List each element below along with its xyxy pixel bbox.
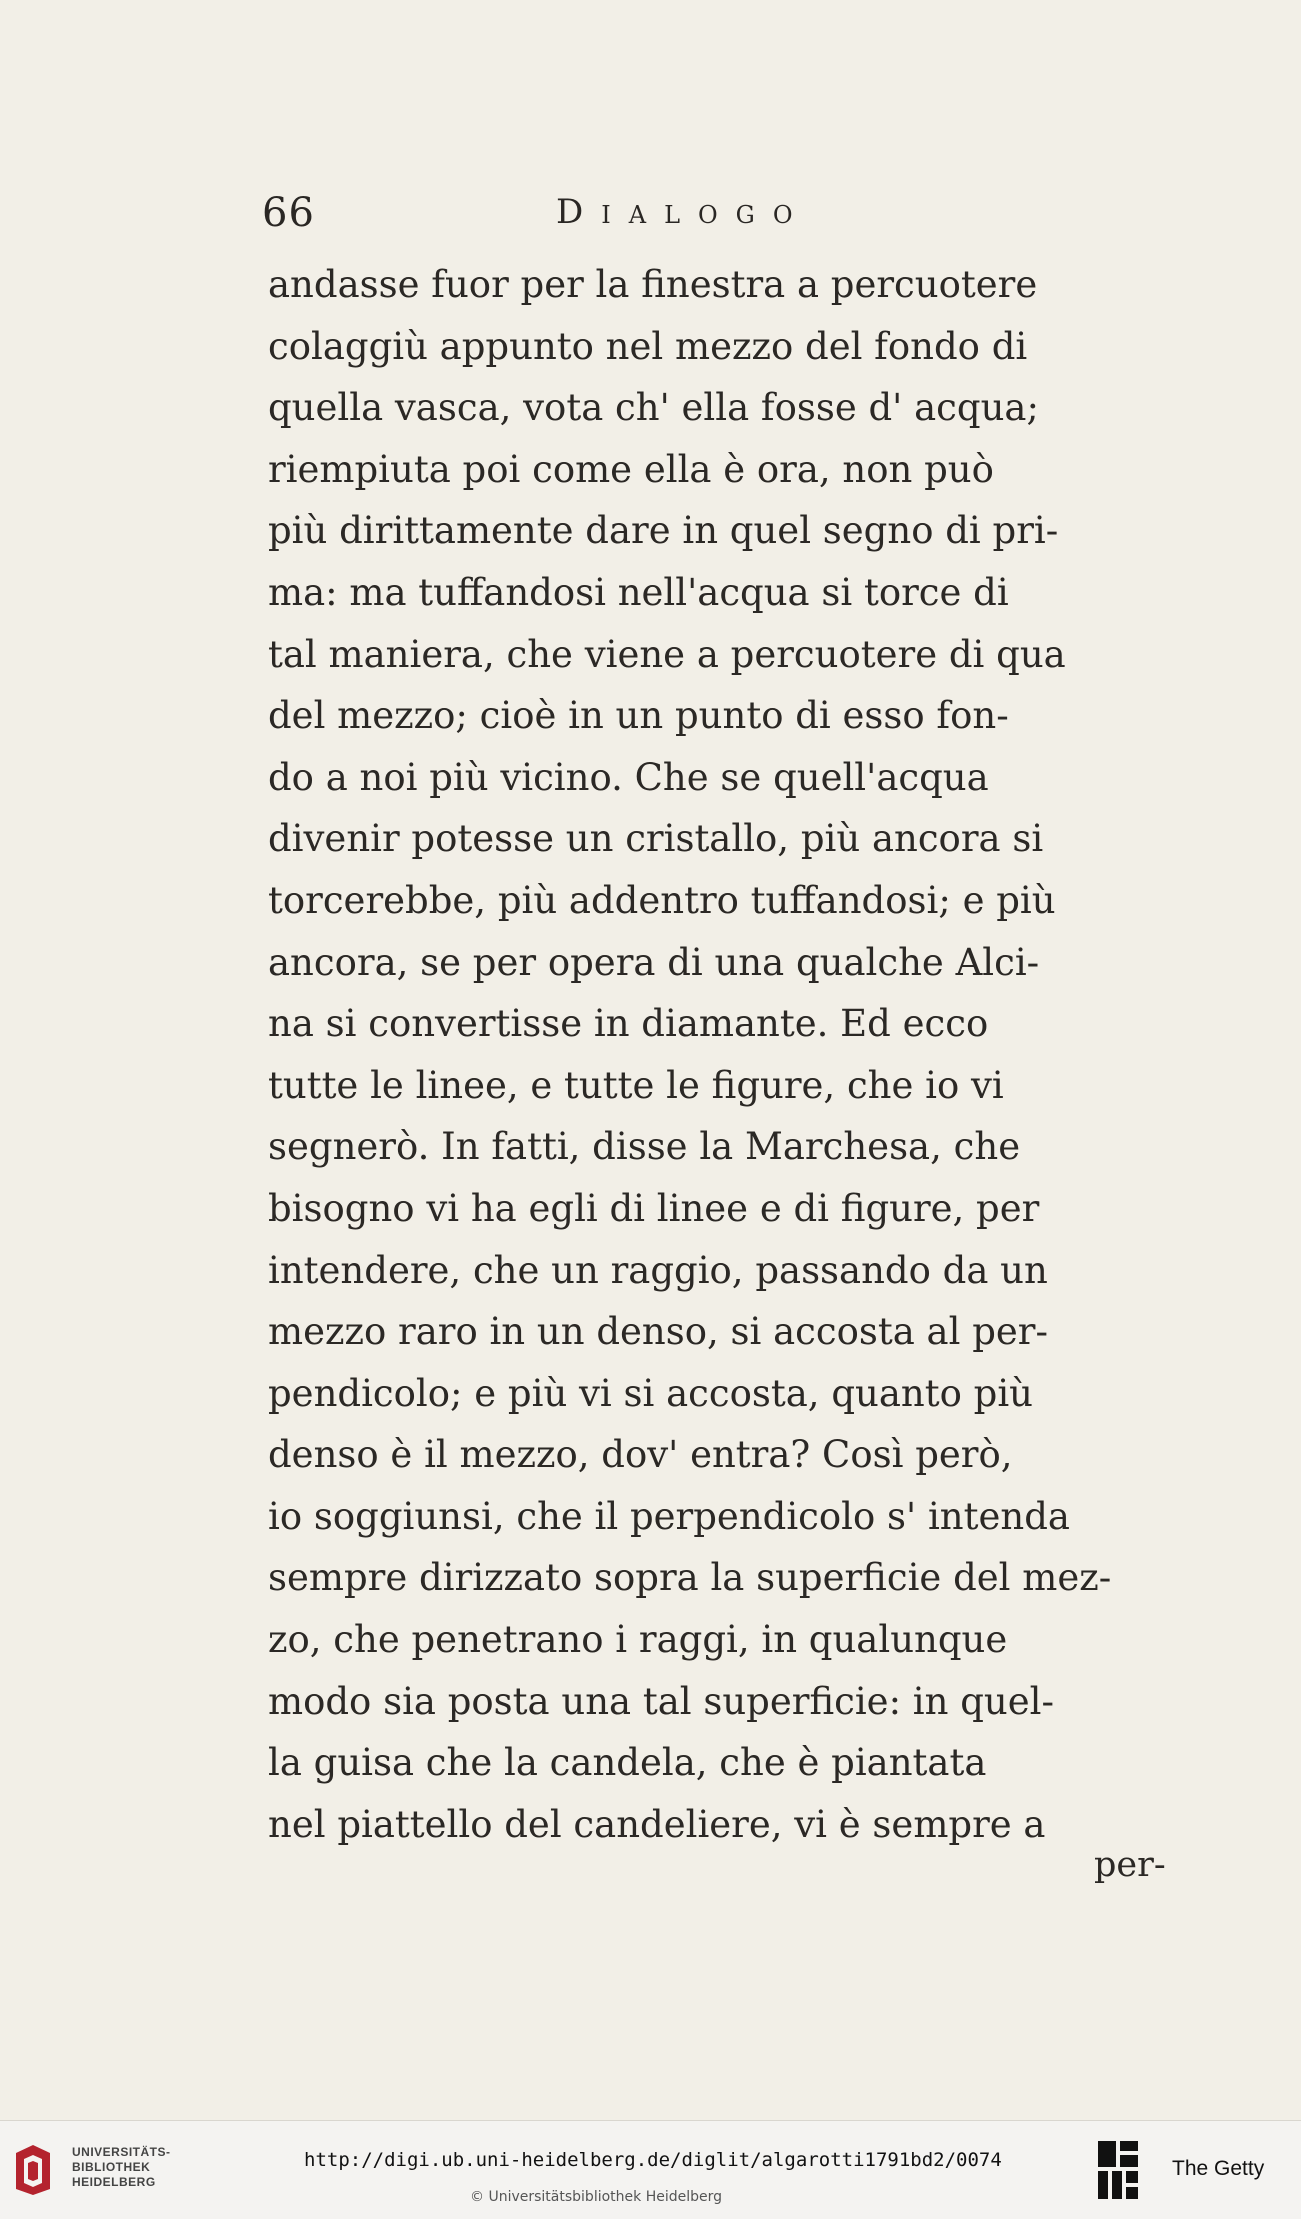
- getty-logo-icon[interactable]: [1096, 2139, 1142, 2201]
- page-header: [262, 190, 882, 250]
- text-line: tutte le linee, e tutte le figure, che io vi: [268, 1063, 1004, 1107]
- body-text: [268, 254, 1198, 1855]
- text-line: zo, che penetrano i raggi, in qualunque: [268, 1618, 1008, 1662]
- library-name-line: UNIVERSITÄTS-: [72, 2145, 171, 2159]
- text-line: denso è il mezzo, dov' entra? Così però,: [268, 1433, 1013, 1477]
- text-line: torcerebbe, più addentro tuffandosi; e più: [268, 878, 1056, 922]
- text-line: do a noi più vicino. Che se quell'acqua: [268, 755, 989, 799]
- library-name-line: BIBLIOTHEK: [72, 2160, 151, 2174]
- text-line: più dirittamente dare in quel segno di pri-: [268, 509, 1059, 553]
- text-line: segnerò. In fatti, disse la Marchesa, che: [268, 1125, 1021, 1169]
- text-line: la guisa che la candela, che è piantata: [268, 1741, 987, 1785]
- text-line: tal maniera, che viene a percuotere di qua: [268, 632, 1066, 676]
- text-line: na si convertisse in diamante. Ed ecco: [268, 1002, 989, 1046]
- text-line: divenir potesse un cristallo, più ancora si: [268, 817, 1044, 861]
- text-line: io soggiunsi, che il perpendicolo s' intenda: [268, 1494, 1070, 1538]
- text-line: ma: ma tuffandosi nell'acqua si torce di: [268, 570, 1009, 614]
- running-title: Dialogo: [556, 192, 811, 232]
- text-line: intendere, che un raggio, passando da un: [268, 1248, 1048, 1292]
- text-line: andasse fuor per la finestra a percuotere: [268, 263, 1038, 306]
- permalink-url[interactable]: http://digi.ub.uni-heidelberg.de/diglit/algarotti1791bd2/0074: [304, 2149, 1002, 2171]
- viewer-footer: [0, 2120, 1301, 2219]
- text-line: riempiuta poi come ella è ora, non può: [268, 447, 994, 491]
- text-line: quella vasca, vota ch' ella fosse d' acqua;: [268, 386, 1039, 430]
- text-line: del mezzo; cioè in un punto di esso fon-: [268, 694, 1009, 738]
- library-name-line: HEIDELBERG: [72, 2175, 156, 2189]
- text-line: pendicolo; e più vi si accosta, quanto più: [268, 1371, 1033, 1415]
- copyright-notice: © Universitätsbibliothek Heidelberg: [470, 2189, 723, 2205]
- page-number: 66: [262, 190, 315, 236]
- text-line: colaggiù appunto nel mezzo del fondo di: [268, 324, 1028, 368]
- text-line: nel piattello del candeliere, vi è sempre a: [268, 1802, 1046, 1846]
- text-line: modo sia posta una tal superficie: in quel-: [268, 1679, 1054, 1723]
- text-line: ancora, se per opera di una qualche Alci-: [268, 940, 1040, 984]
- partner-name[interactable]: The Getty: [1172, 2157, 1265, 2180]
- text-line: sempre dirizzato sopra la superficie del mez-: [268, 1556, 1112, 1600]
- catchword: per-: [1094, 1845, 1166, 1885]
- text-line: bisogno vi ha egli di linee e di figure, per: [268, 1186, 1040, 1230]
- library-logo-icon[interactable]: [8, 2143, 58, 2197]
- library-name[interactable]: [72, 2145, 171, 2190]
- text-line: mezzo raro in un denso, si accosta al per-: [268, 1310, 1048, 1354]
